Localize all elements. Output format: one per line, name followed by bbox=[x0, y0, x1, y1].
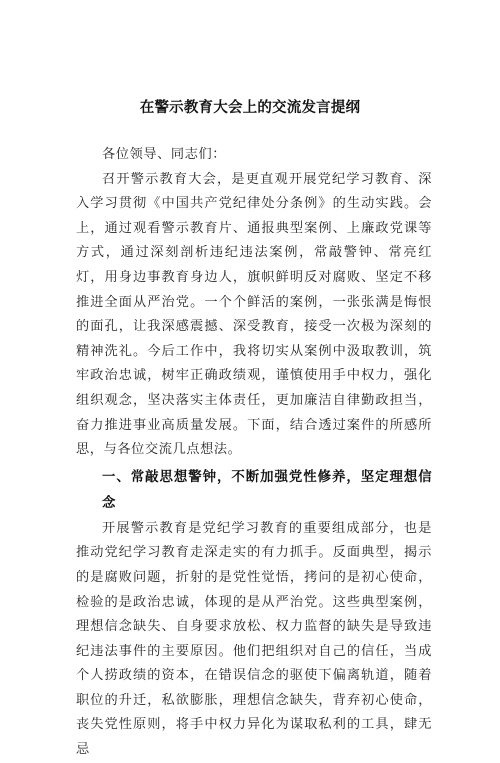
section-1-heading: 一、常敲思想警钟，不断加强党性修养，坚定理想信念 bbox=[102, 469, 432, 511]
salutation: 各位领导、同志们： bbox=[102, 147, 227, 162]
intro-paragraph: 召开警示教育大会，是更直观开展党纪学习教育、深入学习贯彻《中国共产党纪律处分条例》的生动实践。会上，通过观看警示教育片、通报典型案例、上廉政党课等方式，通过深刻剖析违纪违法案例，常敲警钟、常亮红灯，用身边事教育身边人，旗帜鲜明反对腐败、坚定不移推进全面从严治党。一个个鲜活的案例，一张张满是悔恨的面孔，让我深感震撼、深受教育，接受一次极为深刻的精神洗礼。今后工作中，我将切实从案例中汲取教训，筑牢政治忠诚，树牢正确政绩观，谨慎使用手中权力，强化组织观念，坚决落实主体责任，更加廉洁自律勤政担当，奋力推进事业高质量发展。下面，结合透过案件的所感所思，与各位交流几点想法。 bbox=[76, 171, 432, 458]
document-body bbox=[76, 143, 432, 763]
section-1-paragraph: 开展警示教育是党纪学习教育的重要组成部分，也是推动党纪学习教育走深走实的有力抓手。反面典型，揭示的是腐败问题，折射的是党性觉悟，拷问的是初心使命，检验的是政治忠诚，体现的是从严治党。这些典型案例，理想信念缺失、自身要求放松、权力监督的缺失是导致违纪违法事件的主要原因。他们把组织对自己的信任，当成个人捞政绩的资本，在错误信念的驱使下偏离轨道，随着职位的升迁，私欲膨胀，理想信念缺失，背弃初心使命，丧失党性原则，将手中权力异化为谋取私利的工具，肆无忌 bbox=[76, 520, 432, 758]
document-title: 在警示教育大会上的交流发言提纲 bbox=[139, 100, 361, 116]
